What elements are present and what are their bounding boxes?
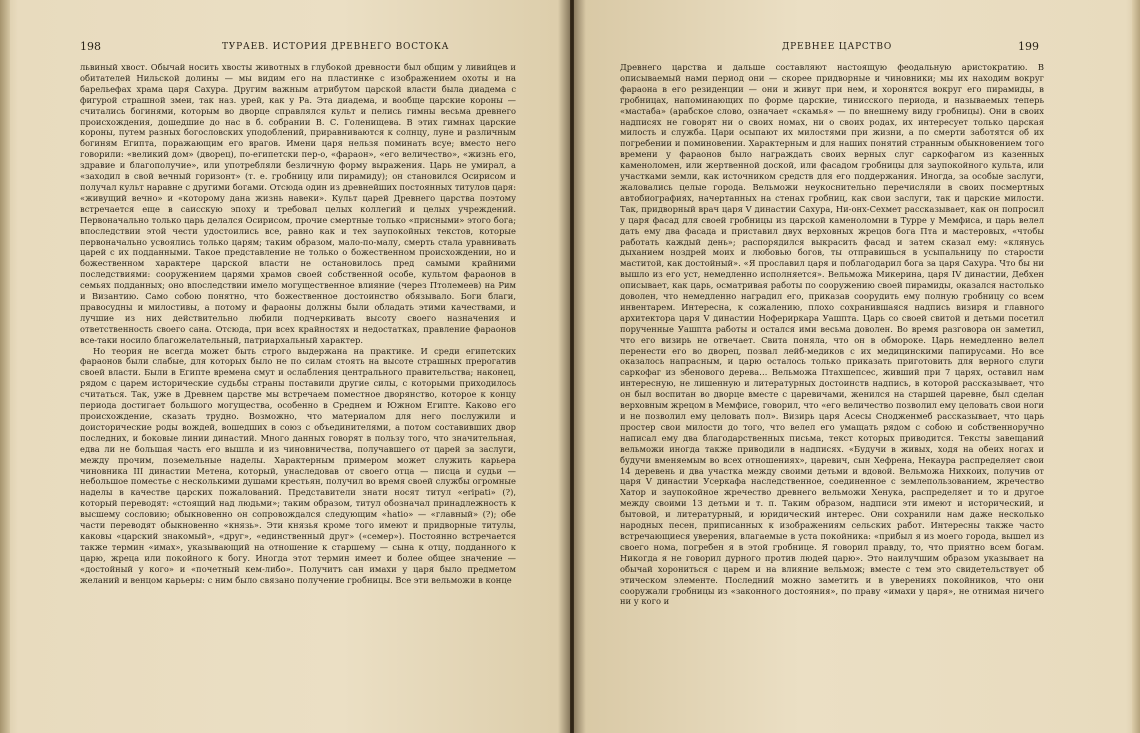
book-gutter [558, 0, 586, 733]
left-running-head: ТУРАЕВ. ИСТОРИЯ ДРЕВНЕГО ВОСТОКА [222, 42, 450, 52]
right-paragraph-1: Древнего царства и дальше составляют настоящую феодальную аристократию. В описываемый нами период они — скорее придворные и чиновники; мы их находим вокруг фараона в его резиденции — они и живут при нем, и хоронятся вокруг его пирамиды, в гробницах, напоминающих по форме царские, тинисского периода, и называемых теперь «мастаба» (арабское слово, означает «скамья» — по внешнему виду гробницы). Они в своих надписях не говорят ни о своих номах, ни о своих родах, их интересует только царская милость и служба. Цари осыпают их милостями при жизни, а по смерти заботятся об их погребении и поминовении. Характерным и для наших понятий странным обыкновением того времени у фараонов было награждать своих верных слуг саркофагом из казенных каменоломен, или жертвенной доской, или фасадом гробницы для заупокойного культа, или участками земли, как источником средств для его поддержания. Иногда, за особые заслуги, жаловались целые города. Вельможи неукоснительно перечисляли в своих посмертных автобиографиях, начертанных на стенах гробниц, как свои заслуги, так и царские милости. Так, придворный врач царя V династии Сахура, Ни-онх-Сехмет рассказывает, как он попросил у царя фасад для своей гробницы из царской каменоломни в Турре у Мемфиса, и царь велел дать ему два фасада и приставил двух верховных жрецов бога Пта и мастеровых, «чтобы работать каждый день»; распорядился выкрасить фасад и затем сказал ему: «клянусь дыханием ноздрей моих и любовью богов, ты отправишься в усыпальницу по старости маститой, как достойный». «Я прославил царя и поблагодарил бога за царя Сахура. Что бы ни вышло из его уст, немедленно исполняется». Вельможа Микерина, царя IV династии, Дебхен описывает, как царь, осматривая работы по сооружению своей пирамиды, оказался настолько доволен, что немедленно наградил его, приказав соорудить ему полную гробницу со всем инвентарем. Интересна, к сожалению, плохо сохранившаяся надпись визиря и главного архитектора царя V династии Нофериркара Уашпта. Царь со своей свитой и детьми посетил порученные Уашпта работы и остался ими весьма доволен. Во время разговора он заметил, что его визирь не отвечает. Свита поняла, что он в обмороке. Царь немедленно велел перенести его во дворец, позвал лейб-медиков с их медицинскими папирусами. Но все оказалось напрасным, и царю осталось только приказать приготовить для верного слуги саркофаг из эбенового дерева… Вельможа Птахшепсес, живший при 7 царях, оставил нам интересную, не лишенную и литературных достоинств надпись, в которой рассказывает, что он был воспитан во дворце вместе с царевичами, женился на старшей царевне, был сделан верховным жрецом в Мемфисе, говорил, что «его величество позволил ему целовать свои ноги и не позволил ему целовать пол». Визирь царя Асесы Снодженмеб рассказывает, что царь простер свои милости до того, что велел его умащать рядом с собою и собственноручно написал ему два благодарственных письма, текст которых приводится. Тексты завещаний вельможи иногда также приводили в надписях. «Будучи в живых, ходя на обеих ногах и будучи вменяемым во всех отношениях», царевич, сын Хефрена, Некаура распределяет свои 14 деревень и два участка между своими детьми и вдовой. Вельможа Нихкоих, получив от царя V династии Усеркафа наследственное, соединенное с землепользованием, жречество Хатор и заупокойное жречество древнего вельможи Хенука, распределяет и то и другое между своими 13 детьми и т. п. Таким образом, надписи эти имеют и исторический, и бытовой, и литературный, и юридический интерес. Они сохранили нам даже несколько народных песен, приписанных к изображениям сельских работ. Интересны также часто встречающиеся уверения, влагаемые в уста покойника: «прибыл я из моего города, вышел из своего нома, погребен я в этой гробнице. Я говорил правду, то, что приятно всем богам. Никогда я не говорил дурного против людей царю». Это наилучшим образом указывает на обычай хорониться с царем и на влияние вельмож; вместе с тем это свидетельствует об этическом элементе. Последний можно заметить и в уверениях покойников, что они сооружали гробницы из «законного достояния», по праву «имахи у царя», не отнимая ничего ни у кого и [620, 62, 1044, 607]
left-page-text [80, 62, 516, 586]
left-paragraph-2: Но теория не всегда может быть строго выдержана на практике. И среди египетских фараонов были слабые, для которых было не по силам стоять на высоте страшных прерогатив своей власти. Были в Египте времена смут и ослабления центрального правительства; наконец, рядом с царем исторические судьбы страны поставили другие силы, с которыми приходилось считаться. Так, уже в Древнем царстве мы встречаем поместное дворянство, которое к концу периода достигает большого могущества, особенно в Среднем и Южном Египте. Каково его происхождение, сказать трудно. Возможно, что материалом для него послужили и доисторические роды вождей, вошедших в союз с объединителями, а потом составивших двор последних, и боковые линии династий. Много данных говорят в пользу того, что значительная, едва ли не большая часть его вышла и из чиновничества, получавшего от царей за заслуги, между прочим, поземельные наделы. Характерным примером может служить карьера чиновника III династии Метена, который, унаследовав от своего отца — писца и судьи — небольшое поместье с несколькими душами крестьян, получил во время своей службы огромные наделы в качестве царских пожалований. Представители знати носят титул «eripati» (?), который переводят: «стоящий над людьми»; таким образом, титул обозначал принадлежность к высшему сословию; обыкновенно он сопровождался следующим «hatio» — «главный» (?); обе части переводят обыкновенно «князь». Эти князья кроме того имеют и придворные титулы, каковы «царский знакомый», «друг», «единственный друг» («семер»). Постоянно встречается также термин «имах», указывающий на отношение к старшему — сына к отцу, подданного к царю, жреца или покойного к богу. Иногда этот термин имеет и более общее значение — «достойный у кого» и «почетный кем-либо». Получитъ сан имахи у царя было предметом желаний и венцом карьеры: с ним было связано получение гробницы. Все эти вельможи в конце [80, 345, 516, 585]
left-paragraph-1: львиный хвост. Обычай носить хвосты животных в глубокой древности был общим у ливийцев и обитателей Нильской долины — мы видим его на пластинке с изображением охоты и на барельефах храма царя Сахура. Другим важным атрибутом царской власти была диадема с фигурой страшной змеи, так наз. урей, как у Ра. Эта диадема, и вообще царские короны — считались богинями, которым во дворце справлялся культ и пелись гимны весьма древнего происхождения, дошедшие до нас в б. собрании В. С. Голенищева. В этих гимнах царские короны, путем разных богословских уподоблений, приравниваются к солнцу, луне и различным богиням Египта, поражающим его врагов. Имени царя нельзя поминать всуе; вместо него говорили: «великий дом» (дворец), по-египетски пер-о, «фараон», «его величество», «жизнь его, здравие и благополучие», или употребляли безличную форму выражения. Царь не умирал, а «заходил в свой вечный горизонт» (т. е. гробницу или пирамиду); он становился Осирисом и получал культ наравне с другими богами. Отсюда один из древнейших постоянных титулов царя: «живущий вечно» и «которому дана жизнь навеки». Культ царей Древнего царства поэтому встречается еще в саисскую эпоху и требовал целых коллегий и целых учреждений. Первоначально только царь делался Осирисом, прочие смертные только «присными» этого бога; впоследствии этой чести удостоились все, равно как и тех заупокойных текстов, которые первоначально усвоялись только царям; таким образом, мало-по-малу, смерть стала уравнивать царей с их подданными. Такое представление не только о божественном происхождении, но и божественном характере царской власти не остановилось пред самыми крайними последствиями: сооружением царями храмов своей собственной особе, культом фараонов в семьях подданных; оно впоследствии имело могущественное влияние (через Птолемеев) на Рим и Византию. Само собою понятно, что божественное достоинство обязывало. Боги благи, правосудны и милостивы, а потому и фараоны должны были обладать этими качествами, и лучшие из них действительно любили подчеркивать высоту своего назначения и ответственность своего сана. Отсюда, при всех крайностях и недостатках, правление фараонов все-таки носило благожелательный, патриархальный характер. [80, 62, 516, 345]
right-running-head: ДРЕВНЕЕ ЦАРСТВО [782, 42, 893, 52]
right-page-text [620, 62, 1044, 607]
left-page-edge [0, 0, 10, 733]
left-page-number: 198 [80, 40, 101, 53]
right-page-edge [1132, 0, 1140, 733]
right-page-number: 199 [1018, 40, 1039, 53]
